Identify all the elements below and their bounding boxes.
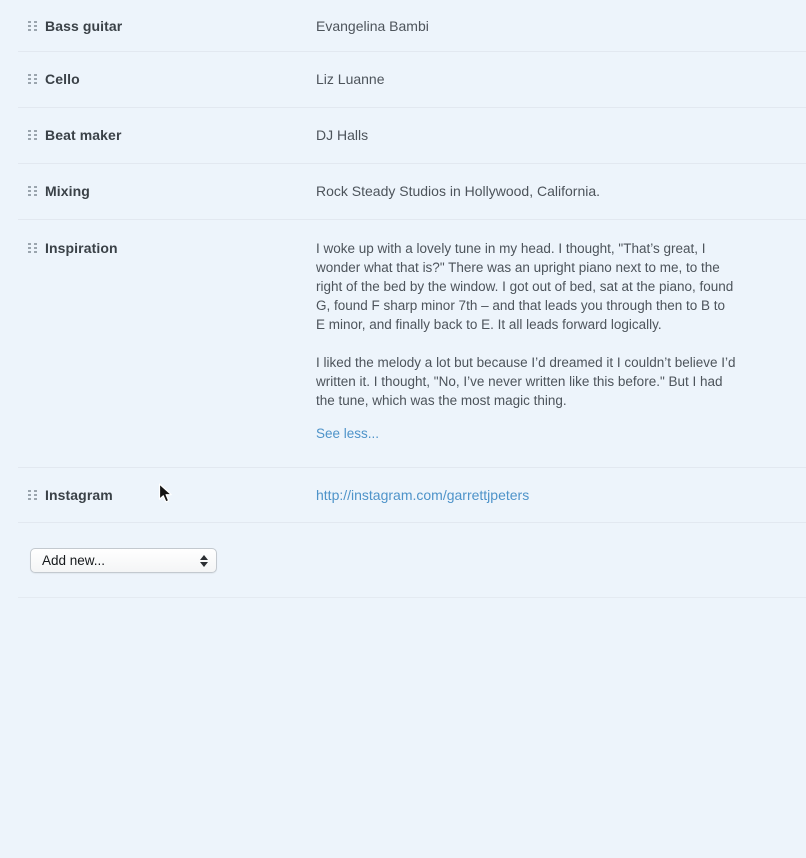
field-label-col: [28, 71, 316, 87]
see-less-wrap: [316, 424, 736, 443]
field-label: Beat maker: [45, 127, 122, 143]
drag-handle-icon[interactable]: [28, 21, 37, 31]
field-label: Bass guitar: [45, 17, 123, 34]
drag-handle-icon[interactable]: [28, 243, 37, 253]
field-label-col: [28, 127, 316, 143]
field-value: DJ Halls: [316, 127, 369, 143]
field-value: Liz Luanne: [316, 71, 385, 87]
drag-handle-icon[interactable]: [28, 74, 37, 84]
field-row-mixing[interactable]: [0, 163, 806, 219]
list-end-divider: [18, 522, 806, 523]
inspiration-paragraph-2: I liked the melody a lot but because I’d dreamed it I couldn’t believe I’d written it. I thought, "No, I’ve never written like this before." But I had the tune, which was the most magic thing.: [316, 355, 736, 408]
inspiration-paragraph-1: I woke up with a lovely tune in my head. I thought, "That’s great, I wonder what that is?" There was an upright piano next to me, to the right of the bed by the window. I got out of bed, sat at the piano, found G, found F sharp minor 7th – and that leads you through then to B to E minor, and finally back to E. It all leads forward logically.: [316, 241, 734, 332]
field-label: Instagram: [45, 486, 113, 503]
field-row-instagram[interactable]: [0, 467, 806, 522]
field-label-col: [28, 487, 316, 503]
field-label: Inspiration: [45, 240, 118, 256]
field-value: Rock Steady Studios in Hollywood, California.: [316, 183, 601, 199]
field-label-col: [28, 239, 316, 256]
field-row-inspiration[interactable]: [0, 219, 806, 467]
see-less-link[interactable]: See less...: [316, 426, 380, 441]
drag-handle-icon[interactable]: [28, 130, 37, 140]
add-new-select-label: Add new...: [42, 553, 106, 568]
field-label-col: [28, 18, 316, 34]
field-value-long: [316, 239, 736, 443]
drag-handle-icon[interactable]: [28, 490, 37, 500]
instagram-url-link[interactable]: http://instagram.com/garrettjpeters: [316, 486, 530, 503]
field-label: Mixing: [45, 183, 90, 199]
add-new-select[interactable]: [30, 548, 217, 573]
field-row-bass-guitar[interactable]: [0, 0, 806, 51]
drag-handle-icon[interactable]: [28, 186, 37, 196]
section-bottom-divider: [18, 597, 806, 598]
field-label-col: [28, 183, 316, 199]
field-row-beat-maker[interactable]: [0, 107, 806, 163]
field-row-cello[interactable]: [0, 51, 806, 107]
field-value: [316, 487, 736, 503]
field-label: Cello: [45, 71, 80, 87]
field-value: Evangelina Bambi: [316, 17, 429, 34]
add-new-wrap: [30, 548, 806, 573]
up-down-arrows-icon: [200, 555, 208, 567]
